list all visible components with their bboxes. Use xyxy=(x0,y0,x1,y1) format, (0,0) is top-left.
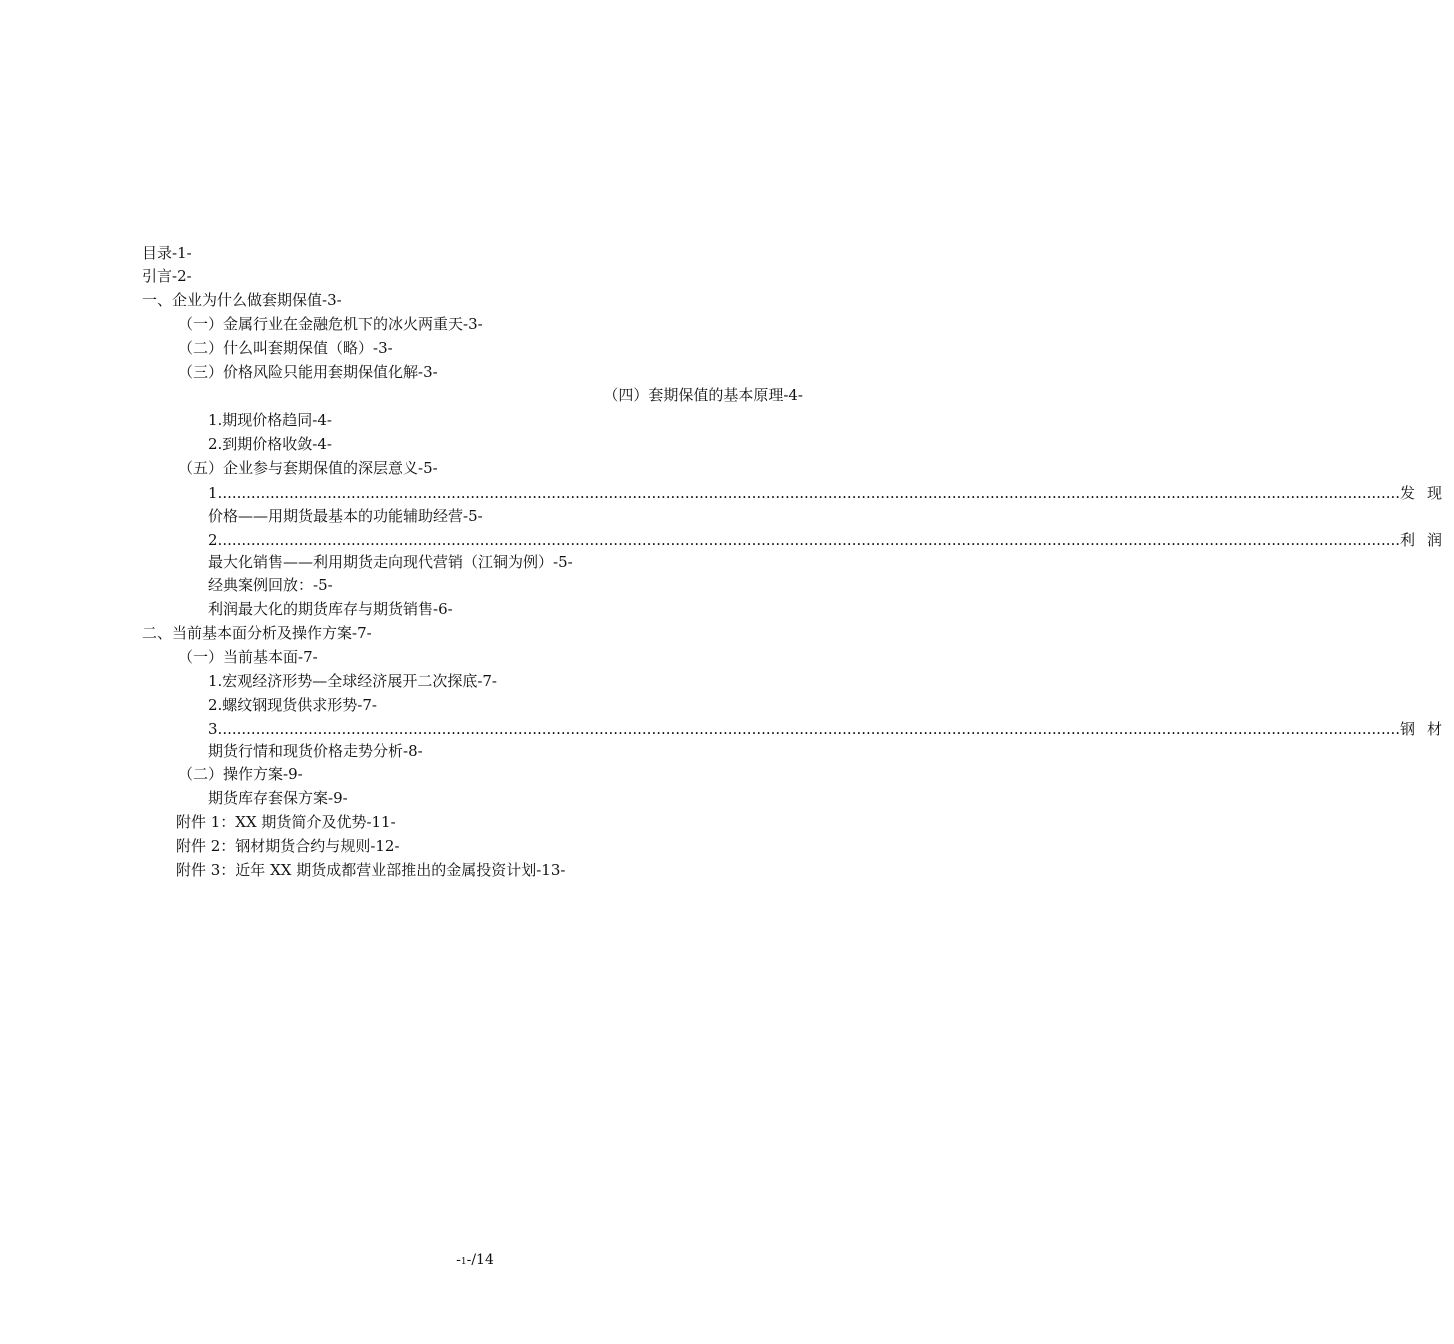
toc-entry-number: 3 xyxy=(208,720,218,738)
toc-entry-1-4-1[interactable]: 1.期现价格趋同-4- xyxy=(208,411,332,429)
dot-leader xyxy=(218,719,1400,739)
toc-entry-introduction[interactable]: 引言-2- xyxy=(142,267,192,285)
toc-entry-2-1-1[interactable]: 1.宏观经济形势—全球经济展开二次探底-7- xyxy=(208,672,497,690)
toc-entry-1-5[interactable]: （五）企业参与套期保值的深层意义-5- xyxy=(178,459,438,477)
toc-entry-1-5-2-cont[interactable]: 最大化销售——利用期货走向现代营销（江铜为例）-5- xyxy=(208,553,573,571)
toc-entry-number: 2 xyxy=(208,531,218,549)
toc-entry-tail: 钢材 xyxy=(1400,720,1454,738)
dot-leader xyxy=(218,530,1400,550)
toc-entry-1-3[interactable]: （三）价格风险只能用套期保值化解-3- xyxy=(178,363,438,381)
toc-entry-appendix-1[interactable]: 附件 1：XX 期货简介及优势-11- xyxy=(176,813,396,831)
page-footer xyxy=(0,1250,950,1272)
dot-leader xyxy=(218,483,1400,503)
toc-entry-number: 1 xyxy=(208,484,218,502)
toc-entry-1-2[interactable]: （二）什么叫套期保值（略）-3- xyxy=(178,339,393,357)
toc-entry-appendix-2[interactable]: 附件 2：钢材期货合约与规则-12- xyxy=(176,837,400,855)
toc-entry-tail: 发现 xyxy=(1400,484,1454,502)
toc-entry-2-1[interactable]: （一）当前基本面-7- xyxy=(178,648,318,666)
toc-entry-1-1[interactable]: （一）金属行业在金融危机下的冰火两重天-3- xyxy=(178,315,483,333)
toc-entry-2-2-plan[interactable]: 期货库存套保方案-9- xyxy=(208,789,348,807)
toc-entry-1-4[interactable]: （四）套期保值的基本原理-4- xyxy=(603,386,803,404)
toc-entry-profit-max[interactable]: 利润最大化的期货库存与期货销售-6- xyxy=(208,600,453,618)
toc-entry-contents[interactable]: 目录-1- xyxy=(142,244,192,262)
toc-entry-2-1-3-cont[interactable]: 期货行情和现货价格走势分析-8- xyxy=(208,742,423,760)
toc-entry-1-5-1[interactable] xyxy=(208,483,1454,503)
toc-entry-tail: 利润 xyxy=(1400,531,1454,549)
toc-entry-1-5-1-cont[interactable]: 价格——用期货最基本的功能辅助经营-5- xyxy=(208,507,483,525)
page-number: 1 xyxy=(460,1257,467,1267)
toc-entry-section-2[interactable]: 二、当前基本面分析及操作方案-7- xyxy=(142,624,372,642)
toc-entry-1-4-2[interactable]: 2.到期价格收敛-4- xyxy=(208,435,332,453)
toc-entry-1-5-2[interactable] xyxy=(208,530,1454,550)
toc-entry-2-1-2[interactable]: 2.螺纹钢现货供求形势-7- xyxy=(208,696,377,714)
toc-entry-2-1-3[interactable] xyxy=(208,719,1454,739)
toc-entry-case-review[interactable]: 经典案例回放：-5- xyxy=(208,576,333,594)
toc-entry-2-2[interactable]: （二）操作方案-9- xyxy=(178,765,303,783)
toc-entry-section-1[interactable]: 一、企业为什么做套期保值-3- xyxy=(142,291,342,309)
footer-prefix: - xyxy=(456,1252,461,1268)
toc-entry-appendix-3[interactable]: 附件 3：近年 XX 期货成都营业部推出的金属投资计划-13- xyxy=(176,861,566,879)
footer-suffix: -/14 xyxy=(466,1252,494,1268)
